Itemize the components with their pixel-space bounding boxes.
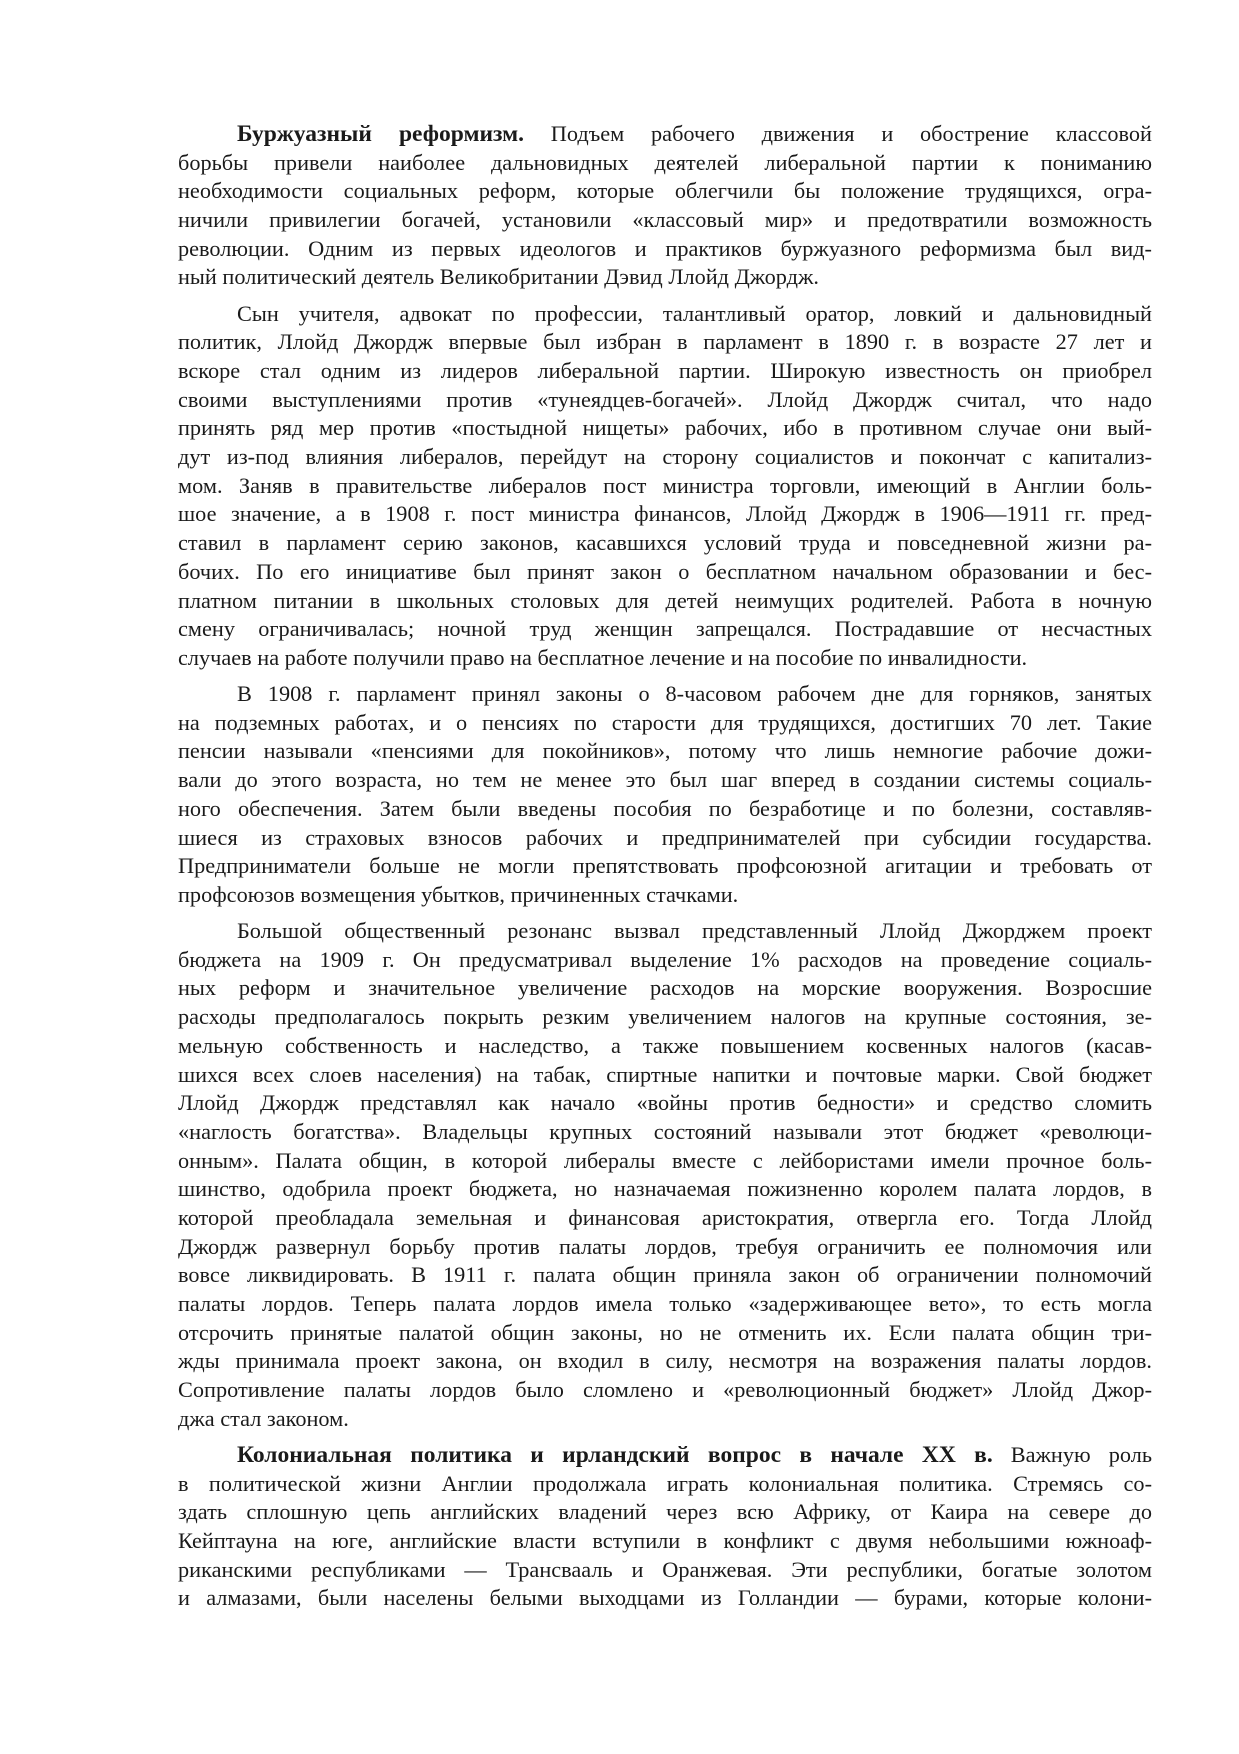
text-line: революции. Одним из первых идеологов и практиков буржуазного реформизма был вид- <box>178 235 1152 261</box>
text-line-content: Важную роль <box>992 1441 1152 1467</box>
paragraph <box>178 917 1152 1433</box>
text-line: расходы предполагалось покрыть резким увеличением налогов на крупные состояния, зе- <box>178 1004 1152 1030</box>
text-line: бочих. По его инициативе был принят закон о бесплатном начальном образовании и бес- <box>178 558 1152 584</box>
text-line: ного обеспечения. Затем были введены пособия по безработице и по болезни, составляв- <box>178 795 1152 821</box>
text-line: Ллойд Джордж представлял как начало «войны против бедности» и средство сломить <box>178 1090 1152 1116</box>
text-line: профсоюзов возмещения убытков, причиненных стачками. <box>178 881 739 907</box>
paragraph <box>178 120 1152 292</box>
text-line: онным». Палата общин, в которой либералы вместе с лейбористами имели прочное боль- <box>178 1147 1152 1173</box>
text-line: которой преобладала земельная и финансовая аристократия, отвергла его. Тогда Ллойд <box>178 1204 1152 1230</box>
text-line: дут из-под влияния либералов, перейдут на сторону социалистов и покончат с капитализ- <box>178 444 1152 470</box>
text-line-content: Подъем рабочего движения и обострение классовой <box>524 121 1152 146</box>
text-line: мом. Заняв в правительстве либералов пост министра торговли, имеющий в Англии боль- <box>178 472 1152 498</box>
text-line: Большой общественный резонанс вызвал представленный Ллойд Джорджем проект <box>237 918 1152 944</box>
text-line: Кейптауна на юге, английские власти вступили в конфликт с двумя небольшими южноаф- <box>178 1528 1152 1553</box>
text-line: бюджета на 1909 г. Он предусматривал выделение 1% расходов на проведение социаль- <box>178 946 1152 972</box>
text-line: джа стал законом. <box>178 1405 349 1431</box>
text-line: в политической жизни Англии продолжала играть колониальная политика. Стремясь со- <box>178 1470 1152 1496</box>
text-line: шинство, одобрила проект бюджета, но назначаемая пожизненно королем палата лордов, в <box>178 1176 1152 1202</box>
text-line: мельную собственность и наследство, а также повышением косвенных налогов (касав- <box>178 1032 1152 1058</box>
text-line: ничили привилегии богачей, установили «классовый мир» и предотвратили возможность <box>178 207 1152 233</box>
paragraph <box>178 680 1152 910</box>
text-line: случаев на работе получили право на бесплатное лечение и на пособие по инвалидности. <box>178 644 1028 670</box>
text-line: ный политический деятель Великобритании Дэвид Ллойд Джордж. <box>178 264 819 290</box>
text-line: вскоре стал одним из лидеров либеральной партии. Широкую известность он приобрел <box>178 358 1152 383</box>
text-line: отсрочить принятые палатой общин законы, но не отменить их. Если палата общин три- <box>178 1319 1152 1345</box>
text-line: шое значение, а в 1908 г. пост министра финансов, Ллойд Джордж в 1906—1911 гг. пред- <box>178 501 1152 527</box>
text-line: Джордж развернул борьбу против палаты лордов, требуя ограничить ее полномочия или <box>178 1233 1152 1259</box>
text-line: Сын учителя, адвокат по профессии, талантливый оратор, ловкий и дальновидный <box>237 300 1152 326</box>
text-line: Предприниматели больше не могли препятствовать профсоюзной агитации и требовать от <box>178 853 1152 879</box>
section-heading: Буржуазный реформизм. <box>237 121 524 147</box>
text-line: и алмазами, были населены белыми выходцами из Голландии — бурами, которые колони- <box>178 1585 1152 1611</box>
document-page <box>178 120 1152 1621</box>
text-line: В 1908 г. парламент принял законы о 8-часовом рабочем дне для горняков, занятых <box>237 681 1152 707</box>
paragraph <box>178 1441 1152 1613</box>
text-line: принять ряд мер против «постыдной нищеты» рабочих, ибо в противном случае они вый- <box>178 415 1152 441</box>
text-line: вовсе ликвидировать. В 1911 г. палата общин приняла закон об ограничении полномочий <box>178 1262 1152 1288</box>
section-heading: Колониальная политика и ирландский вопрос в начале XX в. <box>237 1441 993 1468</box>
text-line: вали до этого возраста, но тем не менее это был шаг вперед в создании системы социаль- <box>178 767 1152 793</box>
text-line: ставил в парламент серию законов, касавшихся условий труда и повседневной жизни ра- <box>178 530 1152 556</box>
text-line: палаты лордов. Теперь палата лордов имела только «задерживающее вето», то есть могла <box>178 1291 1152 1316</box>
text-line: платном питании в школьных столовых для детей неимущих родителей. Работа в ночную <box>178 587 1152 613</box>
text-line: необходимости социальных реформ, которые облегчили бы положение трудящихся, огра- <box>178 178 1152 204</box>
text-line <box>178 120 1152 149</box>
text-line: борьбы привели наиболее дальновидных деятелей либеральной партии к пониманию <box>178 149 1152 175</box>
text-line: политик, Ллойд Джордж впервые был избран в парламент в 1890 г. в возрасте 27 лет и <box>178 329 1152 355</box>
paragraph <box>178 300 1152 673</box>
text-line: ных реформ и значительное увеличение расходов на морские вооружения. Возросшие <box>178 975 1152 1001</box>
text-line: жды принимала проект закона, он входил в силу, несмотря на возражения палаты лордов. <box>178 1348 1152 1374</box>
text-line: пенсии называли «пенсиями для покойников», потому что лишь немногие рабочие дожи- <box>178 738 1152 764</box>
text-line: риканскими республиками — Трансвааль и Оранжевая. Эти республики, богатые золотом <box>178 1556 1152 1582</box>
text-line: Сопротивление палаты лордов было сломлено и «революционный бюджет» Ллойд Джор- <box>178 1377 1152 1403</box>
text-line: своими выступлениями против «тунеядцев-богачей». Ллойд Джордж считал, что надо <box>178 386 1152 412</box>
text-line: здать сплошную цепь английских владений через всю Африку, от Каира на севере до <box>178 1499 1152 1525</box>
text-line: на подземных работах, и о пенсиях по старости для трудящихся, достигших 70 лет. Такие <box>178 709 1152 735</box>
text-line: шихся всех слоев населения) на табак, спиртные напитки и почтовые марки. Свой бюджет <box>178 1061 1152 1087</box>
text-line <box>178 1441 1152 1470</box>
text-line: «наглость богатства». Владельцы крупных состояний называли этот бюджет «революци- <box>178 1118 1152 1144</box>
text-line: смену ограничивалась; ночной труд женщин запрещался. Пострадавшие от несчастных <box>178 616 1152 642</box>
text-line: шиеся из страховых взносов рабочих и предпринимателей при субсидии государства. <box>178 824 1152 850</box>
